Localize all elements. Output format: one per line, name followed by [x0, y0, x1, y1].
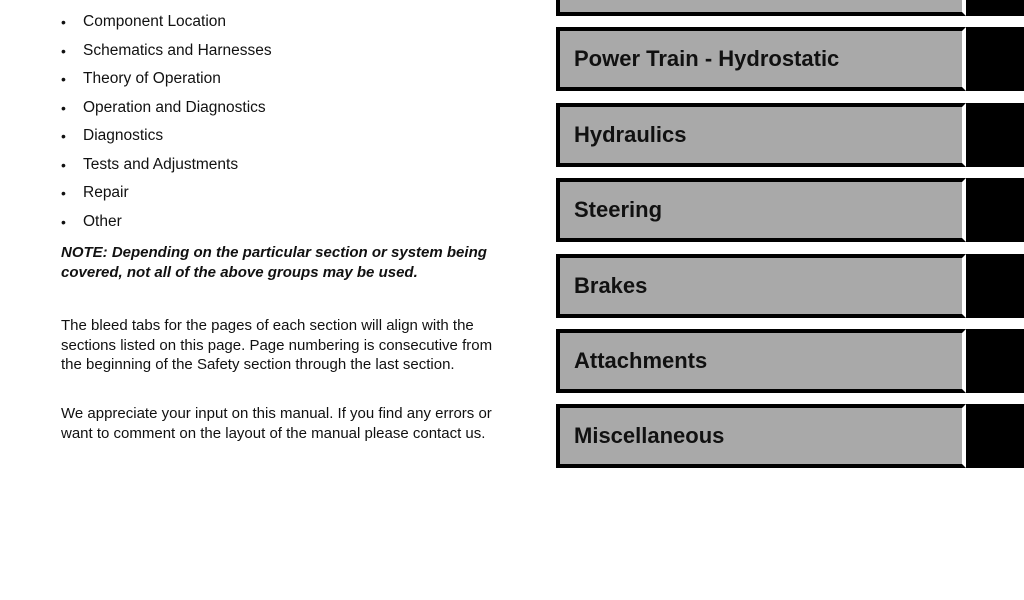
section-tab-brakes[interactable] — [556, 254, 1024, 318]
section-tab-label-box — [556, 0, 966, 16]
bleed-tab-marker — [966, 254, 1024, 318]
bleed-tab-marker — [966, 404, 1024, 468]
section-groups-list — [61, 12, 272, 240]
bullet-icon: • — [61, 185, 66, 201]
section-tab-label-box — [556, 103, 966, 167]
section-tab-label: Hydraulics — [574, 122, 687, 147]
bleed-tab-marker — [966, 27, 1024, 91]
bullet-icon: • — [61, 14, 66, 30]
list-item — [61, 41, 272, 70]
bullet-icon: • — [61, 71, 66, 87]
section-tab-previous[interactable] — [556, 0, 1024, 16]
bullet-icon: • — [61, 213, 66, 230]
group-label: Tests and Adjustments — [83, 155, 239, 173]
section-tab-label: Brakes — [574, 273, 648, 298]
section-tab-hydraulics[interactable] — [556, 103, 1024, 167]
group-label: Theory of Operation — [83, 70, 221, 87]
list-item — [61, 98, 272, 127]
section-tab-power-train-hydrostatic[interactable] — [556, 27, 1024, 91]
list-item — [61, 212, 272, 241]
bleed-tabs-paragraph: The bleed tabs for the pages of each section will align with the sections listed on this page. Page numbering is consecutive from the beginning of the Safety section through the last section. — [61, 317, 493, 373]
list-item — [61, 69, 272, 98]
bullet-icon: • — [61, 99, 66, 116]
group-label: Component Location — [83, 13, 227, 30]
section-tab-label-box — [556, 404, 966, 468]
bullet-icon: • — [61, 42, 66, 59]
bullet-icon: • — [61, 128, 66, 144]
section-tab-label: Power Train - Hydrostatic — [574, 46, 840, 71]
list-item — [61, 126, 272, 155]
section-tab-label: Steering — [574, 197, 663, 222]
group-label: Repair — [83, 184, 129, 201]
section-tab-label-box — [556, 178, 966, 242]
note-text: NOTE: Depending on the particular section or system being covered, not all of the above groups may be used. — [61, 244, 487, 281]
feedback-paragraph: We appreciate your input on this manual. If you find any errors or want to comment on the layout of the manual please contact us. — [61, 405, 492, 442]
list-item — [61, 155, 272, 184]
list-item — [61, 12, 272, 41]
section-tab-label-box — [556, 329, 966, 393]
section-tab-label: Miscellaneous — [574, 423, 725, 448]
bleed-tab-marker — [966, 103, 1024, 167]
section-tab-label: Attachments — [574, 348, 708, 373]
group-label: Operation and Diagnostics — [83, 98, 266, 116]
group-label: Schematics and Harnesses — [83, 41, 272, 59]
section-tab-steering[interactable] — [556, 178, 1024, 242]
bleed-tab-marker — [966, 0, 1024, 16]
group-label: Other — [83, 212, 122, 230]
section-tab-attachments[interactable] — [556, 329, 1024, 393]
section-tab-miscellaneous[interactable] — [556, 404, 1024, 468]
bleed-tab-marker — [966, 178, 1024, 242]
group-label: Diagnostics — [83, 127, 164, 144]
section-tab-label-box — [556, 254, 966, 318]
list-item — [61, 183, 272, 212]
bleed-tab-marker — [966, 329, 1024, 393]
section-tab-label-box — [556, 27, 966, 91]
bullet-icon: • — [61, 156, 66, 173]
